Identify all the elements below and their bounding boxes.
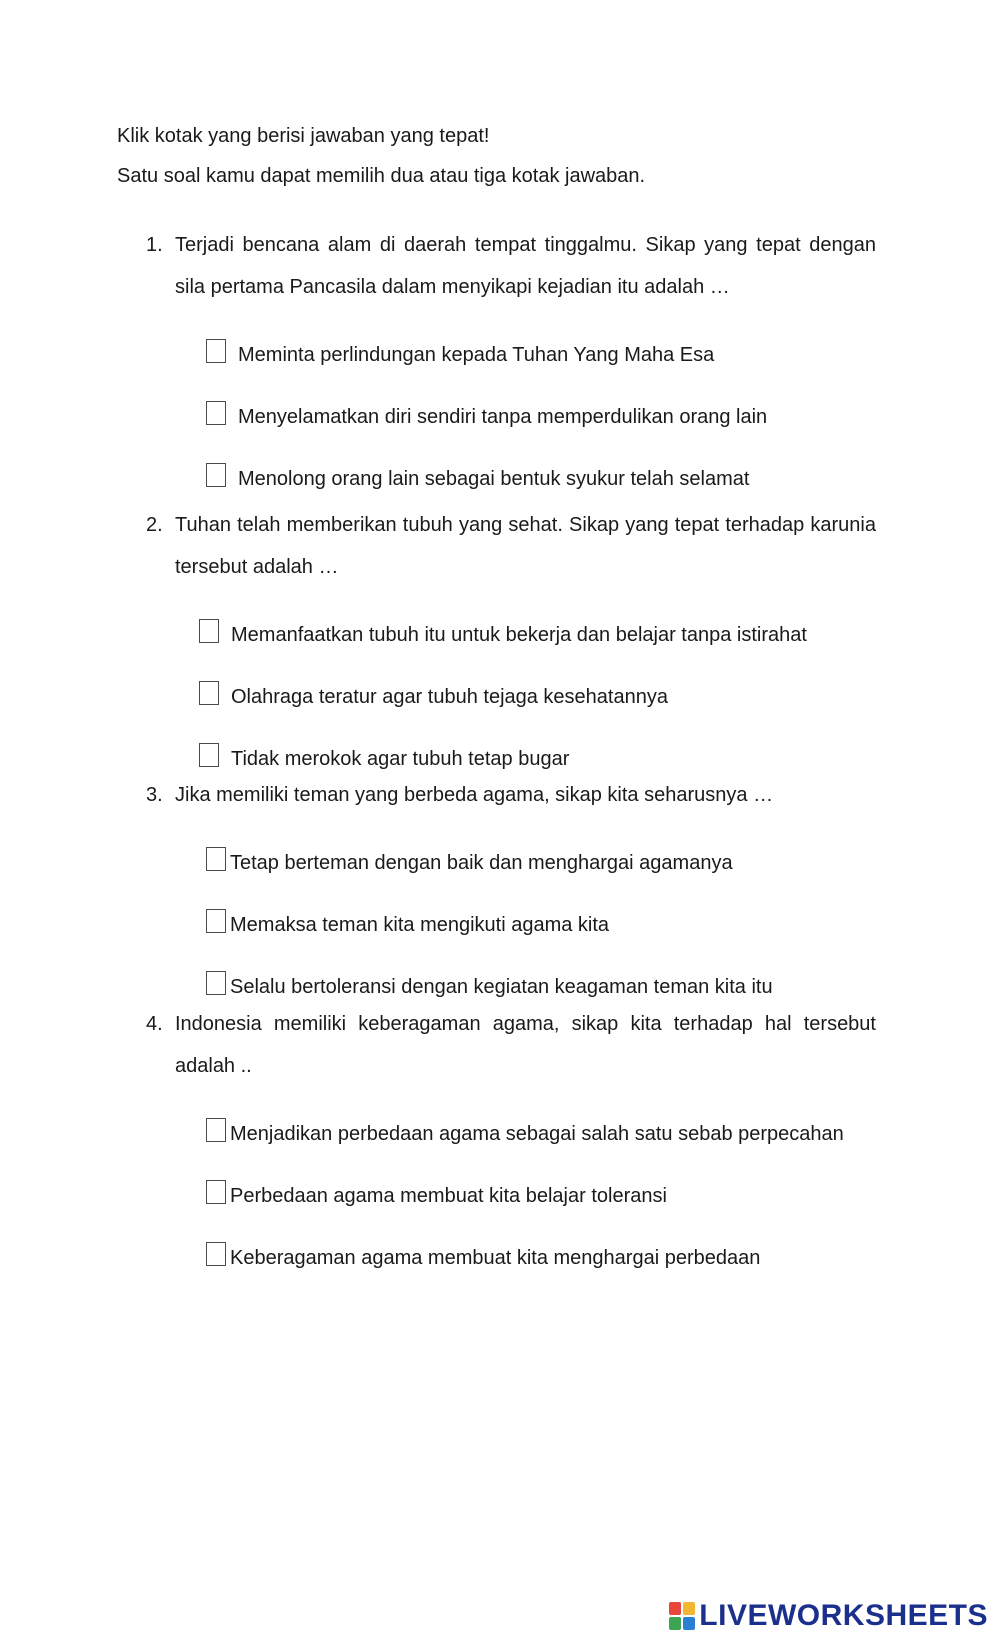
instruction-line-1: Klik kotak yang berisi jawaban yang tepat! bbox=[117, 125, 490, 147]
question-number: 2. bbox=[146, 514, 163, 536]
option-list bbox=[146, 832, 876, 1018]
question-2 bbox=[146, 504, 876, 790]
option-3-1[interactable] bbox=[206, 832, 876, 894]
option-1-1[interactable] bbox=[206, 324, 876, 386]
option-label: Menyelamatkan diri sendiri tanpa memperdulikan orang lain bbox=[238, 406, 768, 428]
question-3 bbox=[146, 774, 876, 1018]
option-label: Memanfaatkan tubuh itu untuk bekerja dan belajar tanpa istirahat bbox=[231, 624, 807, 646]
option-label: Olahraga teratur agar tubuh tejaga kesehatannya bbox=[231, 686, 668, 708]
option-2-1[interactable] bbox=[199, 604, 876, 666]
option-list bbox=[146, 324, 876, 510]
checkbox[interactable] bbox=[199, 681, 219, 705]
option-2-2[interactable] bbox=[199, 666, 876, 728]
option-list bbox=[146, 1103, 876, 1289]
question-4 bbox=[146, 1003, 876, 1289]
checkbox[interactable] bbox=[199, 619, 219, 643]
question-text: Jika memiliki teman yang berbeda agama, sikap kita seharusnya … bbox=[175, 784, 774, 806]
logo-square-4 bbox=[683, 1617, 695, 1630]
checkbox[interactable] bbox=[206, 1180, 226, 1204]
checkbox[interactable] bbox=[206, 1118, 226, 1142]
option-label: Tetap berteman dengan baik dan menghargai agamanya bbox=[230, 852, 733, 874]
option-label: Menolong orang lain sebagai bentuk syukur telah selamat bbox=[238, 468, 750, 490]
checkbox[interactable] bbox=[206, 463, 226, 487]
question-number: 1. bbox=[146, 234, 163, 256]
option-1-2[interactable] bbox=[206, 386, 876, 448]
option-label: Memaksa teman kita mengikuti agama kita bbox=[230, 914, 610, 936]
checkbox[interactable] bbox=[206, 1242, 226, 1266]
question-number: 4. bbox=[146, 1013, 163, 1035]
option-4-1[interactable] bbox=[206, 1103, 876, 1165]
logo-square-2 bbox=[683, 1602, 695, 1615]
checkbox[interactable] bbox=[199, 743, 219, 767]
option-3-2[interactable] bbox=[206, 894, 876, 956]
option-label: Selalu bertoleransi dengan kegiatan keagaman teman kita itu bbox=[230, 976, 773, 998]
liveworksheets-logo-icon bbox=[669, 1602, 695, 1630]
option-list bbox=[146, 604, 876, 790]
question-text: Tuhan telah memberikan tubuh yang sehat. Sikap yang tepat terhadap karunia tersebut adalah … bbox=[175, 514, 876, 578]
question-text: Terjadi bencana alam di daerah tempat tinggalmu. Sikap yang tepat dengan sila pertama Pancasila dalam menyikapi kejadian itu adalah … bbox=[175, 234, 876, 298]
instructions bbox=[117, 116, 645, 196]
option-label: Meminta perlindungan kepada Tuhan Yang Maha Esa bbox=[238, 344, 715, 366]
instruction-line-2: Satu soal kamu dapat memilih dua atau tiga kotak jawaban. bbox=[117, 165, 646, 187]
checkbox[interactable] bbox=[206, 339, 226, 363]
logo-square-3 bbox=[669, 1617, 681, 1630]
checkbox[interactable] bbox=[206, 401, 226, 425]
option-label: Keberagaman agama membuat kita menghargai perbedaan bbox=[230, 1247, 761, 1269]
option-4-2[interactable] bbox=[206, 1165, 876, 1227]
brand-name: LIVEWORKSHEETS bbox=[699, 1599, 988, 1632]
option-1-3[interactable] bbox=[206, 448, 876, 510]
question-text: Indonesia memiliki keberagaman agama, sikap kita terhadap hal tersebut adalah .. bbox=[175, 1013, 876, 1077]
option-label: Tidak merokok agar tubuh tetap bugar bbox=[231, 748, 570, 770]
option-label: Menjadikan perbedaan agama sebagai salah satu sebab perpecahan bbox=[230, 1123, 844, 1145]
option-label: Perbedaan agama membuat kita belajar toleransi bbox=[230, 1185, 667, 1207]
checkbox[interactable] bbox=[206, 971, 226, 995]
checkbox[interactable] bbox=[206, 847, 226, 871]
checkbox[interactable] bbox=[206, 909, 226, 933]
question-number: 3. bbox=[146, 784, 163, 806]
option-4-3[interactable] bbox=[206, 1227, 876, 1289]
liveworksheets-brand bbox=[669, 1599, 988, 1633]
logo-square-1 bbox=[669, 1602, 681, 1615]
question-1 bbox=[146, 224, 876, 510]
